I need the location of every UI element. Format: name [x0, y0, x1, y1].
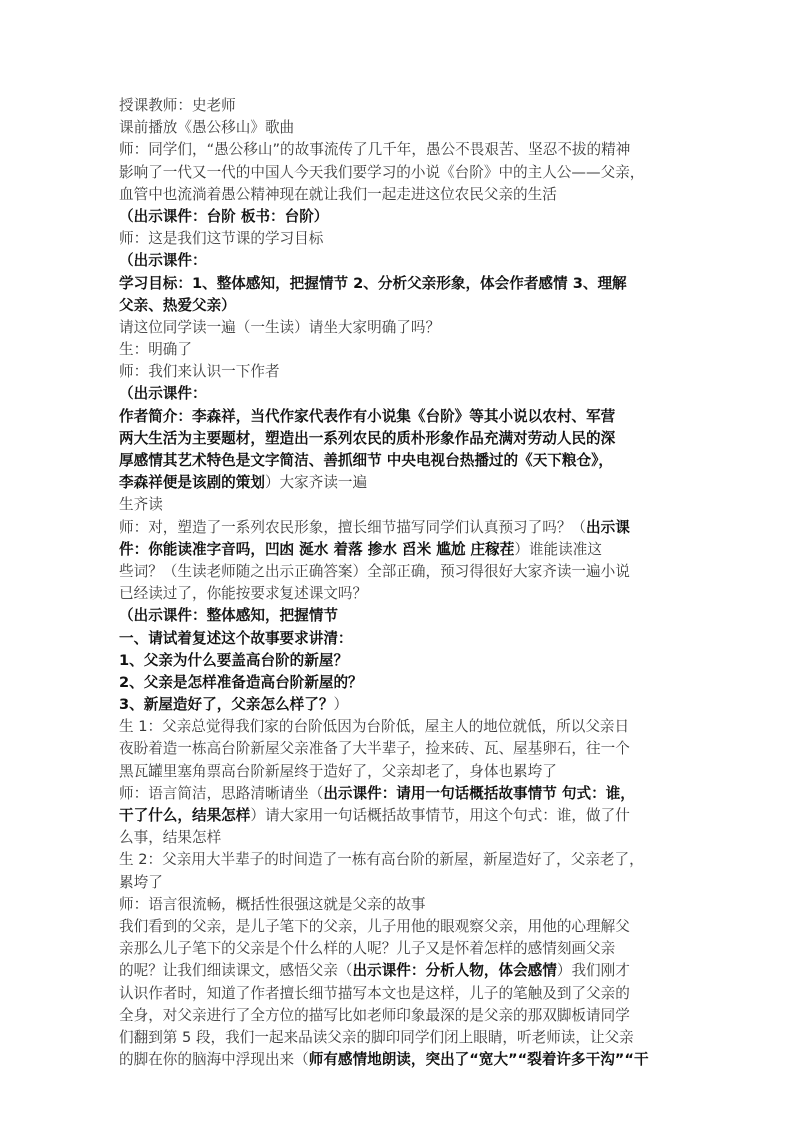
- text-segment: ）大家齐读一遍: [264, 474, 368, 492]
- text-segment: 授课教师：史老师: [119, 97, 236, 114]
- text-segment: 师：语言简洁，思路清晰请坐（: [119, 784, 324, 802]
- text-segment: 血管中也流淌着愚公精神现在就让我们一起走进这位农民父亲的生活: [119, 185, 557, 203]
- text-segment: 生齐读: [119, 496, 163, 514]
- text-line: [119, 983, 681, 1005]
- text-line: [119, 139, 681, 161]
- text-line: [119, 273, 681, 295]
- text-segment: ）谁能读准这: [514, 540, 602, 558]
- bold-text-segment: 一、请试着复述这个故事要求讲清：: [119, 629, 353, 647]
- text-line: [119, 95, 681, 117]
- text-segment: 么事，结果怎样: [119, 829, 222, 847]
- text-segment: 师：这是我们这节课的学习目标: [119, 230, 324, 248]
- text-segment: 请这位同学读一遍（一生读）请坐大家明确了吗？: [119, 318, 441, 336]
- text-segment: 生 2：父亲用大半辈子的时间造了一栋有高台阶的新屋，新屋造好了，父亲老了，: [119, 851, 644, 869]
- text-segment: 的脚在你的脑海中浮现出来（: [119, 1051, 309, 1069]
- text-segment: 课前播放《愚公移山》歌曲: [119, 119, 295, 137]
- text-segment: 师：同学们，“愚公移山”的故事流传了几千年，愚公不畏艰苦、坚忍不拔的精神: [119, 141, 631, 159]
- text-line: [119, 184, 681, 206]
- text-line: [119, 117, 681, 139]
- text-line: [119, 716, 681, 738]
- text-segment: 夜盼着造一栋高台阶新屋父亲准备了大半辈子，捡来砖、瓦、屋基卵石，往一个: [119, 740, 630, 758]
- text-line: [119, 827, 681, 849]
- text-segment: 师：我们来认识一下作者: [119, 363, 280, 381]
- text-line: [119, 228, 681, 250]
- text-segment: 们翻到第 5 段，我们一起来品读父亲的脚印同学们闭上眼睛，听老师读，让父亲: [119, 1028, 634, 1046]
- text-segment: 已经读过了，你能按要求复述课文吗？: [119, 585, 368, 603]
- bold-text-segment: 师有感情地朗读，突出了“宽大”“裂着许多干沟”“干: [308, 1051, 649, 1069]
- bold-text-segment: 两大生活为主要题材，塑造出一系列农民的质朴形象作品充满对劳动人民的深: [119, 429, 616, 447]
- text-segment: ）我们刚才: [556, 962, 630, 980]
- text-segment: ）: [333, 696, 349, 714]
- text-line: [119, 494, 681, 516]
- bold-text-segment: 2、父亲是怎样准备造高台阶新屋的？: [119, 673, 363, 691]
- bold-text-segment: 3、新屋造好了，父亲怎么样了？: [119, 696, 334, 714]
- text-segment: 累垮了: [119, 873, 163, 891]
- text-line: [119, 295, 681, 317]
- text-line: [119, 938, 681, 960]
- bold-text-segment: （出示课件：: [119, 252, 207, 270]
- bold-text-segment: 出示课件：请用一句话概括故事情节 句式：谁，: [323, 784, 635, 802]
- bold-text-segment: 干了什么，结果怎样: [119, 807, 251, 824]
- text-line: [119, 960, 681, 982]
- bold-text-segment: 李森祥便是该剧的策划: [119, 474, 265, 492]
- text-line: [119, 849, 681, 871]
- text-segment: 师：语言很流畅，概括性很强这就是父亲的故事: [119, 895, 426, 913]
- text-segment: 影响了一代又一代的中国人今天我们要学习的小说《台阶》中的主人公——父亲，: [119, 163, 645, 181]
- text-line: [119, 872, 681, 894]
- text-line: [119, 1049, 681, 1071]
- text-line: [119, 250, 681, 272]
- bold-text-segment: 厚感情其艺术特色是文字简洁、善抓细节 中央电视台热播过的《天下粮仓》，: [119, 452, 613, 469]
- text-line: [119, 605, 681, 627]
- text-segment: 亲那么儿子笔下的父亲是个什么样的人呢？儿子又是怀着怎样的感情刻画父亲: [119, 940, 616, 958]
- text-line: [119, 628, 681, 650]
- bold-text-segment: 学习目标：1、整体感知，把握情节 2、分析父亲形象，体会作者感情 3、理解: [119, 274, 627, 292]
- bold-text-segment: （出示课件：: [119, 385, 207, 403]
- text-line: [119, 672, 681, 694]
- text-line: [119, 383, 681, 405]
- text-line: [119, 361, 681, 383]
- text-line: [119, 450, 681, 472]
- text-line: [119, 694, 681, 716]
- text-line: [119, 406, 681, 428]
- bold-text-segment: （出示课件：整体感知，把握情节: [119, 607, 338, 625]
- text-segment: 全身，对父亲进行了全方位的描写比如老师印象最深的是父亲的那双脚板请同学: [119, 1006, 630, 1024]
- text-line: [119, 162, 681, 184]
- document-page: [119, 95, 681, 1071]
- text-segment: 认识作者时，知道了作者擅长细节描写本文也是这样，儿子的笔触及到了父亲的: [119, 984, 630, 1002]
- text-line: [119, 428, 681, 450]
- text-line: [119, 206, 681, 228]
- text-line: [119, 1005, 681, 1027]
- bold-text-segment: 父亲、热爱父亲）: [119, 296, 236, 314]
- text-line: [119, 805, 681, 827]
- text-segment: 生 1：父亲总觉得我们家的台阶低因为台阶低，屋主人的地位就低，所以父亲日: [119, 718, 630, 736]
- text-line: [119, 761, 681, 783]
- text-line: [119, 539, 681, 561]
- text-line: [119, 738, 681, 760]
- bold-text-segment: 出示课件：分析人物，体会感情: [352, 962, 557, 980]
- text-line: [119, 650, 681, 672]
- bold-text-segment: 1、父亲为什么要盖高台阶的新屋？: [119, 651, 349, 669]
- text-line: [119, 339, 681, 361]
- text-line: [119, 561, 681, 583]
- text-segment: 的呢？让我们细读课文，感悟父亲（: [119, 962, 353, 980]
- text-line: [119, 1027, 681, 1049]
- text-line: [119, 894, 681, 916]
- text-line: [119, 583, 681, 605]
- bold-text-segment: 出示课: [586, 518, 630, 536]
- text-line: [119, 472, 681, 494]
- text-line: [119, 783, 681, 805]
- text-line: [119, 317, 681, 339]
- text-segment: 我们看到的父亲，是儿子笔下的父亲，儿子用他的眼观察父亲，用他的心理解父: [119, 917, 630, 935]
- text-segment: 黑瓦罐里塞角票高台阶新屋终于造好了，父亲却老了，身体也累垮了: [119, 762, 557, 780]
- text-line: [119, 916, 681, 938]
- bold-text-segment: 作者简介：李森祥，当代作家代表作有小说集《台阶》等其小说以农村、军营: [119, 407, 616, 425]
- text-segment: 些词？（生读老师随之出示正确答案）全部正确，预习得很好大家齐读一遍小说: [119, 562, 630, 580]
- bold-text-segment: 件：你能读准字音吗，凹凼 涎水 着落 掺水 舀米 尴尬 庄稼茬: [119, 540, 515, 558]
- text-line: [119, 517, 681, 539]
- text-segment: ）请大家用一句话概括故事情节，用这个句式：谁，做了什: [250, 807, 630, 824]
- text-segment: 生：明确了: [119, 341, 192, 359]
- text-segment: 师：对，塑造了一系列农民形象，擅长细节描写同学们认真预习了吗？（: [119, 518, 587, 536]
- bold-text-segment: （出示课件：台阶 板书：台阶）: [119, 207, 329, 225]
